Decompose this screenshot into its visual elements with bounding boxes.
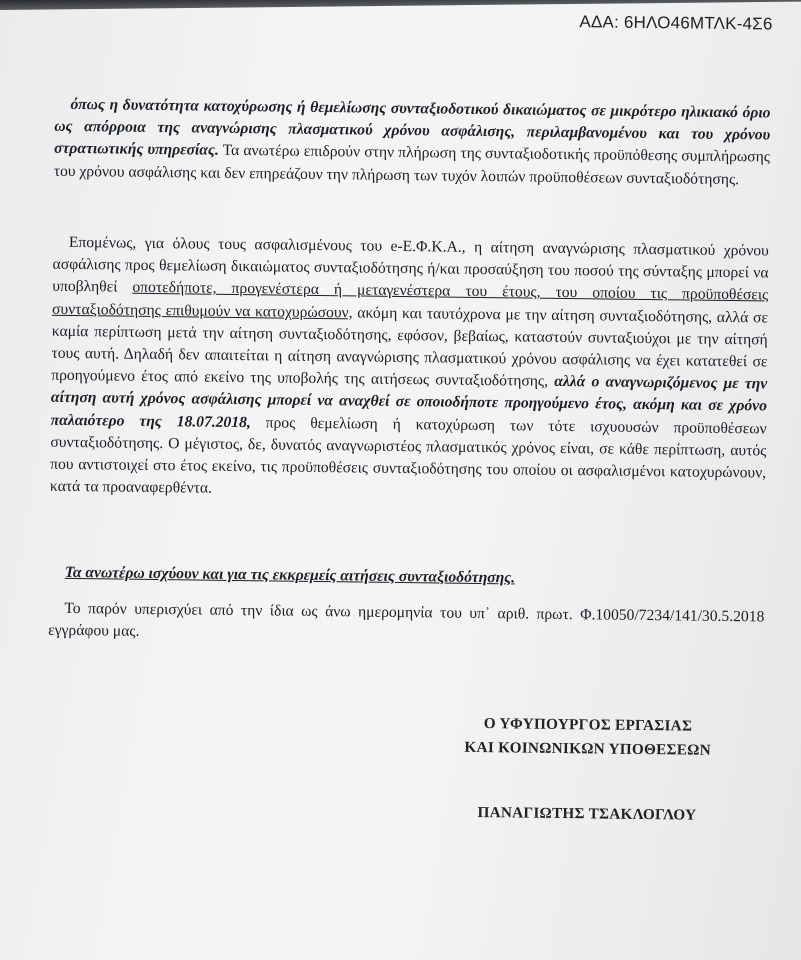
signature-title-line-2: ΚΑΙ ΚΟΙΝΩΝΙΚΩΝ ΥΠΟΘΕΣΕΩΝ [464,738,712,759]
paragraph-3 [49,562,765,593]
paragraph-2-text-a: Επομένως, για όλους τους ασφαλισμένους του e-Ε.Φ.Κ.Α., η αίτηση αναγνώρισης πλασματικού χρόνου ασφάλισης προς θεμελίωση δικαιώματος συνταξιοδότησης ή/και προσαύξηση του ποσού της σύνταξης μπορεί να υποβληθεί [52,233,769,297]
signatory-name: ΠΑΝΑΓΙΩΤΗΣ ΤΣΑΚΛΟΓΛΟΥ [477,803,697,824]
paragraph-2 [50,232,769,507]
paragraph-1-bold: όπως η δυνατότητα κατοχύρωσης ή θεμελίωσης συνταξιοδοτικού δικαιώματος σε μικρότερο ηλικιακό όριο ως απόρροια της αναγνώρισης πλασματικού χρόνου ασφάλισης, περιλαμβανομένου και του χρόνου στρατιωτικής υπηρεσίας. [53,95,771,160]
paragraph-1 [54,94,771,192]
paragraph-3-text: Τα ανωτέρω ισχύουν και για τις εκκρεμείς αιτήσεις συνταξιοδότησης. [64,563,516,587]
paragraph-4 [48,598,764,651]
paragraph-2-bold: αλλά ο αναγνωριζόμενος με την αίτηση αυτή χρόνος ασφάλισης μπορεί να αναχθεί σε οποιοδήποτε προηγούμενο έτος, ακόμη και σε χρόνο παλαιότερο της 18.07.2018, [50,373,768,431]
signature-title-line-1: Ο ΥΦΥΠΟΥΡΓΟΣ ΕΡΓΑΣΙΑΣ [483,715,693,735]
ada-code: ΑΔΑ: 6ΗΛΟ46ΜΤΛΚ-4Σ6 [579,12,773,34]
paragraph-4-text: Το παρόν υπερισχύει από την ίδια ως άνω ημερομηνία του υπ᾽ αριθ. πρωτ. Φ.10050/7234/141/30.5.2018 εγγράφου μας. [48,599,765,641]
paragraph-2-text-b: ακόμη και ταυτόχρονα με την αίτηση συνταξιοδότησης, αλλά σε καμία περίπτωση μετά την αίτηση συνταξιοδότησης, εφόσον, βεβαίως, καταστούν συνταξιούχοι με την αίτησή τους αυτή. Δηλαδή δεν απαιτείται η αίτηση αναγνώρισης πλασματικού χρόνου ασφάλισης να έχει κατατεθεί σε προηγούμενο έτος από εκείνο της υποβολής της αιτήσεως συνταξιοδότησης, [51,304,769,391]
paragraph-1-text: Τα ανωτέρω επιδρούν στην πλήρωση της συνταξιοδοτικής προϋπόθεσης συμπλήρωσης του χρόνου ασφάλισης και δεν επηρεάζουν την πλήρωση των τυχόν λοιπών προϋποθέσεων συνταξιοδότησης. [53,142,771,188]
paragraph-2-underlined: οποτεδήποτε, προγενέστερα ή μεταγενέστερα του έτους, του οποίου τις προϋποθέσεις συνταξιοδότησης επιθυμούν να κατοχυρώσουν, [51,279,769,322]
paragraph-2-text-c: προς θεμελίωση ή κατοχύρωση των τότε ισχυουσών προϋποθέσεων συνταξιοδότησης. Ο μέγιστος, δε, δυνατός αναγνωριστέος πλασματικός χρόνος είναι, σε κάθε περίπτωση, αυτός που αντιστοιχεί στο έτος εκείνο, τις προϋποθέσεις συνταξιοδότησης του οποίου οι ασφαλισμένοι κατοχυρώνουν, κατά τα προαναφερθέντα. [49,413,767,497]
signature-title [443,712,734,764]
